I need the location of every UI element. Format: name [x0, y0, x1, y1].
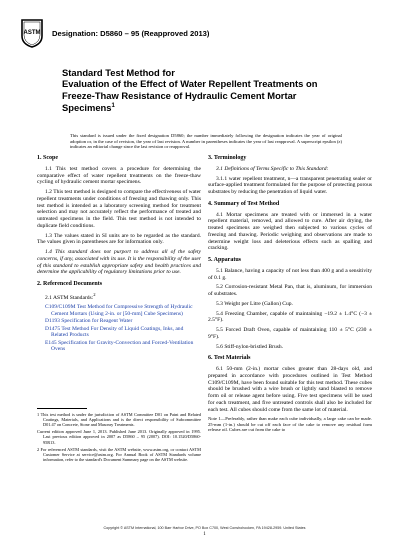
term-3-1-1: 3.1.1 water repellent treatment, n—a transparent penetrating sealer or surface-applied treatment formulated for the purpose of protecting porous substrates by reducing the penetration of liquid water.: [208, 175, 372, 195]
document-title: [62, 67, 362, 113]
term-3-1: 3.1 Definitions of Terms Specific to This Standard:: [216, 165, 329, 172]
ref-code[interactable]: D1475: [45, 325, 61, 332]
footnote-1: 1 This test method is under the jurisdiction of ASTM Committee D01 on Paint and Related Coatings, Materials, and Applications and is the direct responsibility of Subcommittee D01.47 on Concrete, Stone and Masonry Treatments.: [37, 411, 201, 427]
footnote-1b: Current edition approved June 1, 2013. Published June 2013. Originally approved in 1995. Last previous edition approved in 2007 as D5860 – 95 (2007). DOI: 10.1520/D5860-95R13.: [37, 429, 201, 445]
title-line-4-text: Specimens: [62, 102, 112, 114]
apparatus-5-1: 5.1 Balance, having a capacity of not less than 400 g and a sensitivity of 0.1 g.: [208, 267, 372, 281]
title-line-2: Evaluation of the Effect of Water Repellent Treatments on: [62, 78, 318, 90]
referenced-docs-heading: 2. Referenced Documents: [37, 281, 103, 287]
summary-heading: 4. Summary of Test Method: [208, 200, 280, 207]
spacer: [37, 354, 201, 404]
designation: Designation: D5860 – 95 (Reapproved 2013): [52, 29, 210, 38]
reference-item[interactable]: [37, 318, 201, 325]
footnote-divider: [37, 408, 87, 409]
ref-title[interactable]: Test Method for Compressive Strength of Hydraulic Cement Mortars (Using 2-in. or [50-mm] Cube Specimens): [51, 304, 193, 318]
left-column: [37, 153, 201, 464]
ref-2-1-text: 2.1 ASTM Standards:: [45, 294, 94, 301]
scope-1-1: 1.1 This test method covers a procedure for determining the comparative effect of water repellent treatments on the freeze-thaw cycling of hydraulic cement mortar specimens.: [37, 165, 201, 186]
apparatus-5-6: 5.6 Stiff-nylon-bristled Brush.: [216, 343, 284, 350]
note-1: Note 1—Preferably, rather than make each cube individually, a large cake can be made. 25-mm (1-in.) should be cut off each face of the cake to remove any residual form release oil. Cubes are cut from the cake to: [208, 416, 372, 433]
scope-1-4: 1.4 This standard does not purport to address all of the safety concerns, if any, associated with its use. It is the responsibility of the user of this standard to establish appropriate safety and health practices and determine the applicability of regulatory limitations prior to use.: [37, 249, 201, 276]
title-footnote-mark: 1: [111, 102, 115, 109]
page-number: 1: [203, 532, 206, 537]
apparatus-5-3: 5.3 Weight per Litre (Gallon) Cup.: [216, 300, 293, 307]
svg-text:ASTM: ASTM: [23, 30, 41, 36]
apparatus-5-5: 5.5 Forced Draft Oven, capable of maintaining 110 ± 5°C (230 ± 9°F).: [208, 327, 372, 340]
ref-title[interactable]: Test Method For Density of Liquid Coatings, Inks, and Related Products: [51, 325, 184, 339]
ref-code[interactable]: C109/C109M: [45, 304, 76, 311]
apparatus-5-2: 5.2 Corrosion-resistant Metal Pan, that is, aluminum, for immersion of substrates.: [208, 284, 372, 297]
terminology-heading: 3. Terminology: [208, 155, 247, 161]
right-column: [208, 153, 372, 433]
ref-2-1: [37, 292, 201, 302]
scope-1-2: 1.2 This test method is designed to compare the effectiveness of water repellent treatments under conditions of freezing and thawing only. This test method is intended as a laboratory screening method for treatment selection and may not accurately reflect the performance of treated and untreated specimens in the field. This test method is not intended to duplicate field conditions.: [37, 189, 201, 229]
test-materials-heading: 6. Test Materials: [208, 355, 251, 362]
footnote-2: 2 For referenced ASTM standards, visit the ASTM website, www.astm.org, or contact ASTM Customer Service at service@astm.org. For Annual Book of ASTM Standards volume information, refer to the standard's Document Summary page on the ASTM website.: [37, 446, 201, 463]
copyright-footer: Copyright © ASTM International, 100 Barr Harbor Drive, PO Box C700, West Conshohocken, PA 19428-2959. United States: [103, 526, 306, 530]
title-line-3: Freeze-Thaw Resistance of Hydraulic Cement Mortar: [62, 89, 297, 101]
scope-heading: 1. Scope: [37, 155, 58, 161]
reference-item[interactable]: [37, 326, 201, 340]
issued-note: This standard is issued under the fixed designation D5860; the number immediately following the designation indicates the year of original adoption or, in the case of revision, the year of last revision. A number in parentheses indicates the year of last reapproval. A superscript epsilon (ε) indicates an editorial change since the last revision or reapproval.: [70, 133, 342, 150]
apparatus-heading: 5. Apparatus: [208, 257, 242, 263]
reference-item[interactable]: [37, 340, 201, 354]
title-line-1: Standard Test Method for: [62, 67, 175, 78]
scope-1-3: 1.3 The values stated in SI units are to be regarded as the standard. The values given in parentheses are for information only.: [37, 232, 201, 246]
ref-title[interactable]: Specification for Gravity-Convection and Forced-Ventilation Ovens: [51, 339, 194, 353]
summary-4-1: 4.1 Mortar specimens are treated with or immersed in a water repellent material, removed, and allowed to cure. After air drying, the treated specimens are weighed then subjected to various cycles of freezing and thawing. Periodic weighing and observations are made to determine weight loss and deleterious effects such as spalling and cracking.: [208, 211, 372, 252]
materials-6-1: 6.1 50-mm (2-in.) mortar cubes greater than 28-days old, and prepared in accordance with procedures outlined in Test Method C109/C109M, have been found suitable for this test method. These cubes should be brushed with a wire brush or lightly sand blasted to remove form oil or release agent before using. Five test specimens will be used for each treatment, and five untreated controls shall also be included for each test. All cubes should come from the same lot of material.: [208, 366, 372, 413]
astm-logo: [20, 18, 44, 48]
reference-item[interactable]: [37, 304, 201, 318]
ref-2-1-sup: 2: [93, 291, 96, 297]
ref-code[interactable]: E145: [45, 339, 57, 346]
apparatus-5-4: 5.4 Freezing Chamber, capable of maintaining −19.2 ± 1.4°C (−3 ± 2.5°F).: [208, 310, 372, 324]
ref-code[interactable]: D1193: [45, 318, 60, 325]
ref-title[interactable]: Specification for Reagent Water: [61, 318, 133, 325]
title-line-4: [62, 101, 362, 113]
